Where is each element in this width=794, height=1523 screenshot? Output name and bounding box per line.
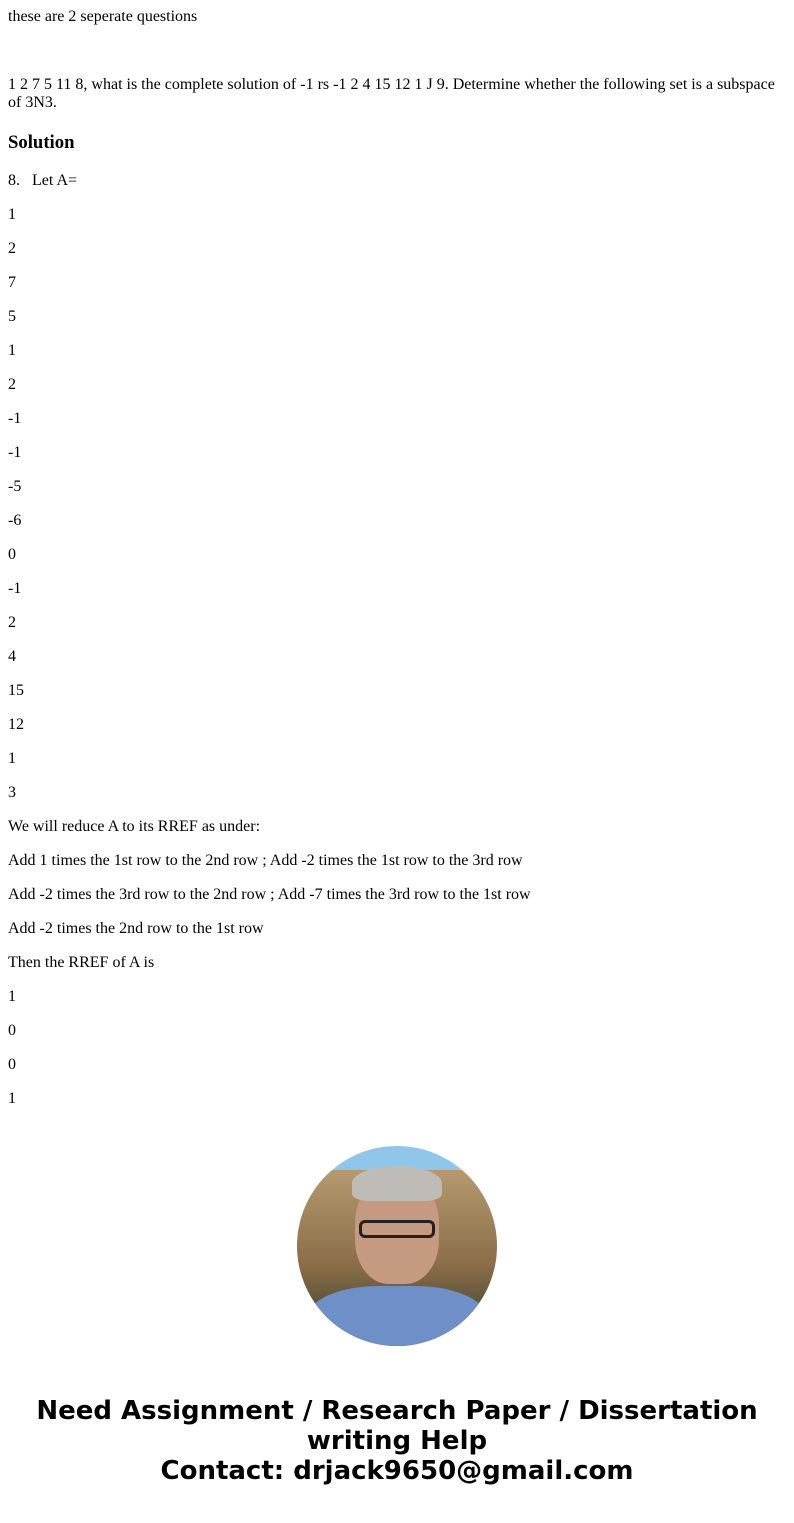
matrix-entry: -1 xyxy=(8,580,22,597)
let-a-text: 8. Let A= xyxy=(8,172,78,189)
step-text: Add -2 times the 2nd row to the 1st row xyxy=(8,920,264,937)
matrix-entry: -1 xyxy=(8,410,22,427)
step-text: Add 1 times the 1st row to the 2nd row ; Add -2 times the 1st row to the 3rd row xyxy=(8,852,523,869)
matrix-entry: 2 xyxy=(8,376,16,393)
solution-heading: Solution xyxy=(8,132,75,153)
matrix-entry: -6 xyxy=(8,512,22,529)
matrix-entry: 12 xyxy=(8,716,24,733)
contact-line: Contact: drjack9650@gmail.com xyxy=(160,1456,634,1486)
matrix-entry: 7 xyxy=(8,274,16,291)
matrix-entry: 4 xyxy=(8,648,16,665)
matrix-entry: 5 xyxy=(8,308,16,325)
matrix-entry: 2 xyxy=(8,240,16,257)
matrix-entry: -1 xyxy=(8,444,22,461)
rref-entry: 1 xyxy=(8,1090,16,1107)
author-photo-container xyxy=(8,1146,786,1346)
author-photo xyxy=(297,1146,497,1346)
step-text: Then the RREF of A is xyxy=(8,954,155,971)
intro-text: these are 2 seperate questions xyxy=(8,8,198,25)
matrix-entry: 2 xyxy=(8,614,16,631)
matrix-entry: 1 xyxy=(8,206,16,223)
matrix-entry: 1 xyxy=(8,342,16,359)
matrix-entry: 0 xyxy=(8,546,16,563)
rref-entry: 0 xyxy=(8,1022,16,1039)
rref-entry: 0 xyxy=(8,1056,16,1073)
matrix-entry: 1 xyxy=(8,750,16,767)
question-text: 1 2 7 5 11 8, what is the complete solution of -1 rs -1 2 4 15 12 1 J 9. Determine whether the following set is a subspace of 3N3. xyxy=(8,76,775,111)
promo-footer xyxy=(8,1396,786,1486)
promo-line: Need Assignment / Research Paper / Dissertation writing Help xyxy=(36,1396,758,1456)
rref-entry: 1 xyxy=(8,988,16,1005)
reduction-steps xyxy=(8,818,786,972)
matrix-entry: 3 xyxy=(8,784,16,801)
step-text: We will reduce A to its RREF as under: xyxy=(8,818,261,835)
step-text: Add -2 times the 3rd row to the 2nd row ; Add -7 times the 3rd row to the 1st row xyxy=(8,886,531,903)
matrix-a-entries xyxy=(8,206,786,802)
matrix-entry: 15 xyxy=(8,682,24,699)
rref-entries xyxy=(8,988,786,1108)
matrix-entry: -5 xyxy=(8,478,22,495)
